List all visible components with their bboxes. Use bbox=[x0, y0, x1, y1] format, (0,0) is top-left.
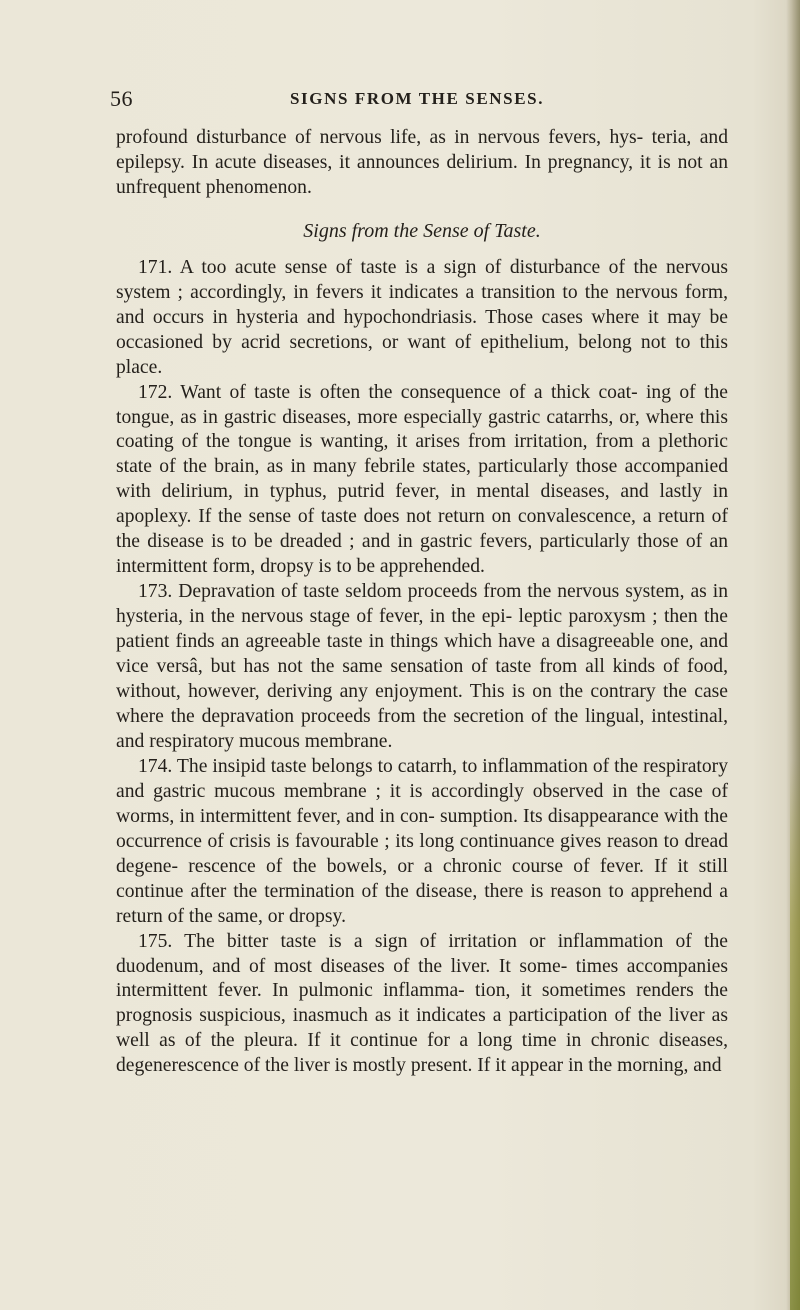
body-text bbox=[116, 126, 728, 1079]
page-number: 56 bbox=[110, 86, 133, 111]
paragraph-174: 174. The insipid taste belongs to catarrh, to inflammation of the respiratory and gastric mucous membrane ; it is accordingly observed in the case of worms, in intermittent fever, and in con- sumption. Its disappearance with the occurrence of crisis is favourable ; its long continuance gives reason to dread degene- rescence of the bowels, or a chronic course of fever. If it still continue after the termination of the disease, there is reason to apprehend a return of the same, or dropsy. bbox=[116, 755, 728, 927]
paragraph-172: 172. Want of taste is often the consequence of a thick coat- ing of the tongue, as in gastric diseases, more especially gastric catarrhs, or, where this coating of the tongue is wanting, it arises from irritation, from a plethoric state of the brain, as in many febrile states, particularly those accompanied with delirium, in typhus, putrid fever, in mental diseases, and lastly in apoplexy. If the sense of taste does not return on convalescence, a return of the disease is to be dreaded ; and in gastric fevers, particularly those of an intermittent form, dropsy is to be apprehended. bbox=[116, 381, 728, 578]
intro-paragraph: profound disturbance of nervous life, as in nervous fevers, hys- teria, and epilepsy. In acute diseases, it announces delirium. In pregnancy, it is not an unfrequent phenomenon. bbox=[116, 127, 728, 198]
section-heading: Signs from the Sense of Taste. bbox=[303, 219, 541, 242]
paragraph-175: 175. The bitter taste is a sign of irritation or inflammation of the duodenum, and of most diseases of the liver. It some- times accompanies intermittent fever. In pulmonic inflamma- tion, it sometimes renders the prognosis suspicious, inasmuch as it indicates a participation of the liver as well as of the pleura. If it continue for a long time in chronic diseases, degenerescence of the liver is mostly present. If it appear in the morning, and bbox=[116, 930, 728, 1077]
paragraph-173: 173. Depravation of taste seldom proceeds from the nervous system, as in hysteria, in the nervous stage of fever, in the epi- leptic paroxysm ; then the patient finds an agreeable taste in things which have a disagreeable one, and vice versâ, but has not the same sensation of taste from all kinds of food, without, however, deriving any enjoyment. This is on the contrary the case where the depravation proceeds from the secretion of the lingual, intestinal, and respiratory mucous membrane. bbox=[116, 581, 728, 752]
paragraph-171: 171. A too acute sense of taste is a sign of disturbance of the nervous system ; accordingly, in fevers it indicates a transition to the nervous form, and occurs in hysteria and hypochondriasis. Those cases where it may be occasioned by acrid secretions, or want of epithelium, belong not to this place. bbox=[116, 256, 728, 378]
running-head: SIGNS FROM THE SENSES. bbox=[290, 89, 545, 108]
page-edge-stain bbox=[790, 760, 800, 1310]
page-header bbox=[110, 86, 720, 114]
